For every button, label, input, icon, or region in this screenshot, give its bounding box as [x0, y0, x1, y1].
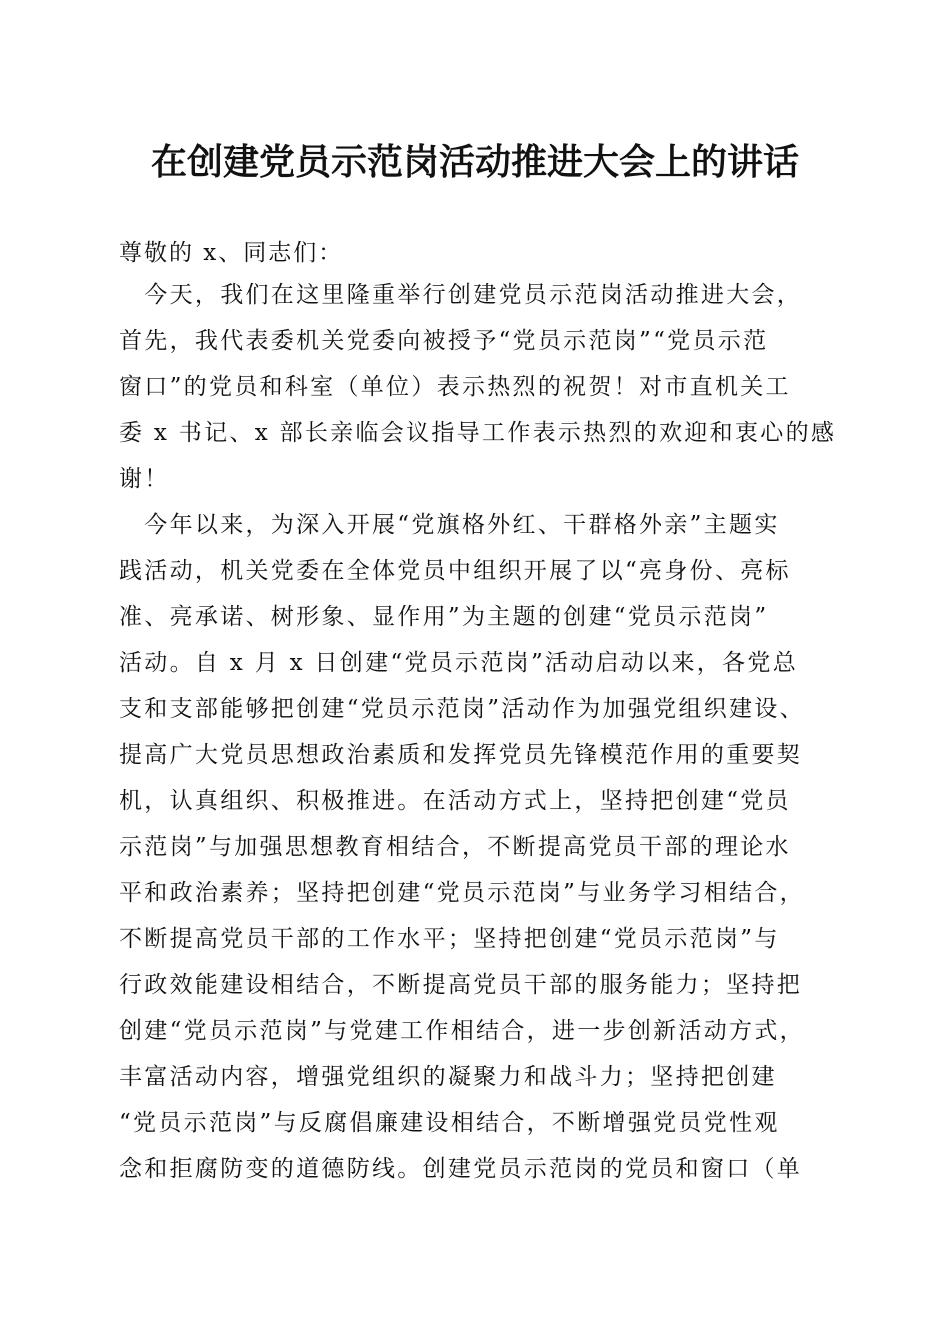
text-line: 首先，我代表委机关党委向被授予“党员示范岗”“党员示范 — [119, 328, 769, 354]
text-line: 平和政治素养；坚持把创建“党员示范岗”与业务学习相结合， — [119, 880, 805, 906]
text-line: 今天，我们在这里隆重举行创建党员示范岗活动推进大会， — [119, 282, 803, 308]
text-line: 不断提高党员干部的工作水平；坚持把创建“党员示范岗”与 — [119, 926, 780, 952]
text-line: 践活动，机关党委在全体党员中组织开展了以“亮身份、亮标 — [119, 558, 791, 584]
text-line: 准、亮承诺、树形象、显作用”为主题的创建“党员示范岗” — [119, 604, 769, 630]
text-line: 委 x 书记、x 部长亲临会议指导工作表示热烈的欢迎和衷心的感 — [119, 420, 837, 446]
text-line: 行政效能建设相结合，不断提高党员干部的服务能力；坚持把 — [119, 972, 803, 998]
text-line: 念和拒腐防变的道德防线。创建党员示范岗的党员和窗口（单 — [119, 1156, 803, 1182]
text-line: 谢！ — [119, 466, 170, 492]
text-line: 机，认真组织、积极推进。在活动方式上，坚持把创建“党员 — [119, 788, 791, 814]
text-line: “党员示范岗”与反腐倡廉建设相结合，不断增强党员党性观 — [119, 1110, 780, 1136]
salutation: 尊敬的 x、同志们： — [119, 240, 344, 266]
text-line: 活动。自 x 月 x 日创建“党员示范岗”活动启动以来，各党总 — [119, 650, 799, 676]
text-line: 今年以来，为深入开展“党旗格外红、干群格外亲”主题实 — [119, 512, 780, 538]
text-line: 丰富活动内容，增强党组织的凝聚力和战斗力；坚持把创建 — [119, 1064, 777, 1090]
text-line: 示范岗”与加强思想教育相结合，不断提高党员干部的理论水 — [119, 834, 791, 860]
page-title: 在创建党员示范岗活动推进大会上的讲话 — [150, 141, 799, 183]
text-line: 支和支部能够把创建“党员示范岗”活动作为加强党组织建设、 — [119, 696, 805, 722]
text-line: 提高广大党员思想政治素质和发挥党员先锋模范作用的重要契 — [119, 742, 803, 768]
text-line: 创建“党员示范岗”与党建工作相结合，进一步创新活动方式， — [119, 1018, 805, 1044]
text-line: 窗口”的党员和科室（单位）表示热烈的祝贺！对市直机关工 — [119, 374, 791, 400]
